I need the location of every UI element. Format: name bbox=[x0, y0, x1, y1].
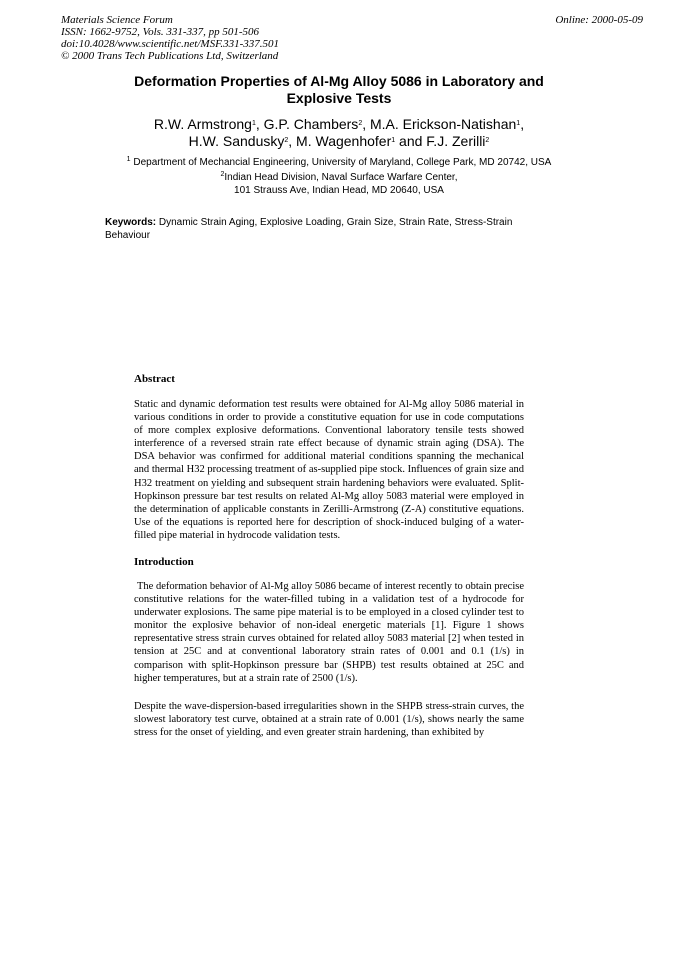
author-affiliation-mark: 1 bbox=[516, 120, 521, 127]
paper-title bbox=[0, 73, 678, 107]
affiliation-2-line-2: 101 Strauss Ave, Indian Head, MD 20640, USA bbox=[234, 185, 444, 196]
affiliation-2 bbox=[0, 171, 678, 197]
author-name: H.W. Sandusky bbox=[188, 133, 285, 149]
title-line-1: Deformation Properties of Al-Mg Alloy 5086 in Laboratory and bbox=[134, 73, 544, 89]
affiliation-2-line-1 bbox=[0, 171, 678, 184]
author-name: , M.A. Erickson-Natishan bbox=[362, 116, 517, 132]
journal-citation bbox=[61, 14, 279, 62]
abstract-text: Static and dynamic deformation test results were obtained for Al-Mg alloy 5086 material in various conditions in order to provide a constitutive equation for use in code computations of more complex explosive deformations. Conventional laboratory tensile tests showed interference of a reversed strain rate effect because of dynamic strain aging (DSA). The DSA behavior was confirmed for additional material conditions spanning the mechanical and thermal H32 processing treatment of as-supplied pipe stock. Influences of grain size and H32 treatment on yielding and subsequent strain hardening behaviors were evaluated. Split-Hopkinson pressure bar test results on related Al-Mg alloy 5083 material were employed in the determination of applicable constants in Zerilli-Armstrong (Z-A) constitutive equations. Use of the equations is reported here for description of shock-induced bulging of a water-filled pipe material in hydrocode validation tests. bbox=[134, 399, 524, 541]
author-name: and F.J. Zerilli bbox=[395, 133, 486, 149]
author-name: , M. Wagenhofer bbox=[288, 133, 392, 149]
author-list bbox=[0, 116, 678, 150]
journal-name: Materials Science Forum bbox=[61, 14, 173, 26]
author-affiliation-mark: 2 bbox=[485, 137, 490, 144]
affiliation-1 bbox=[0, 156, 678, 169]
keywords bbox=[105, 216, 545, 242]
introduction-paragraph-1: The deformation behavior of Al-Mg alloy 5086 became of interest recently to obtain precise constitutive relations for the water-filled tubing in a validation test of a hydrocode for underwater explosions. The same pipe material is to be employed in a closed cylinder test to monitor the explosive behavior of non-ideal energetic materials [1]. Figure 1 shows representative stress strain curves obtained for related alloy 5083 material [2] when tested in tension at 25C and at conventional laboratory strain rates of 0.001 and 0.1 (1/s) in comparison with split-Hopkinson pressure bar (SHPB) test results obtained at 25C and higher temperatures, but at a strain rate of 2500 (1/s). bbox=[134, 581, 524, 684]
author-name: R.W. Armstrong bbox=[153, 116, 252, 132]
journal-copyright: © 2000 Trans Tech Publications Ltd, Switzerland bbox=[61, 50, 279, 62]
title-line-2: Explosive Tests bbox=[286, 90, 392, 106]
journal-doi: doi:10.4028/www.scientific.net/MSF.331-337.501 bbox=[61, 38, 280, 50]
affiliation-mark: 2 bbox=[220, 171, 225, 178]
author-line-1 bbox=[0, 116, 678, 133]
online-date: Online: 2000-05-09 bbox=[555, 14, 643, 26]
author-line-2 bbox=[0, 133, 678, 150]
abstract-heading: Abstract bbox=[134, 373, 175, 385]
author-separator: , bbox=[520, 116, 525, 132]
affiliation-text: Indian Head Division, Naval Surface Warfare Center, bbox=[224, 172, 458, 183]
introduction-heading: Introduction bbox=[134, 556, 194, 568]
journal-issn: ISSN: 1662-9752, Vols. 331-337, pp 501-506 bbox=[61, 26, 259, 38]
affiliation-mark: 1 bbox=[126, 156, 131, 163]
author-name: , G.P. Chambers bbox=[255, 116, 359, 132]
author-affiliation-mark: 2 bbox=[358, 120, 363, 127]
author-affiliation-mark: 1 bbox=[251, 120, 256, 127]
keywords-text: Dynamic Strain Aging, Explosive Loading, Grain Size, Strain Rate, Stress-Strain Behaviour bbox=[105, 217, 513, 241]
introduction-paragraph-2: Despite the wave-dispersion-based irregularities shown in the SHPB stress-strain curves, the slowest laboratory test curve, obtained at a strain rate of 0.001 (1/s), shows nearly the same stress for the onset of yielding, and even greater strain hardening, than exhibited by bbox=[134, 701, 524, 739]
author-affiliation-mark: 1 bbox=[391, 137, 396, 144]
keywords-label: Keywords: bbox=[105, 217, 157, 228]
author-affiliation-mark: 2 bbox=[284, 137, 289, 144]
affiliation-text: Department of Mechancial Engineering, University of Maryland, College Park, MD 20742, USA bbox=[133, 157, 552, 168]
